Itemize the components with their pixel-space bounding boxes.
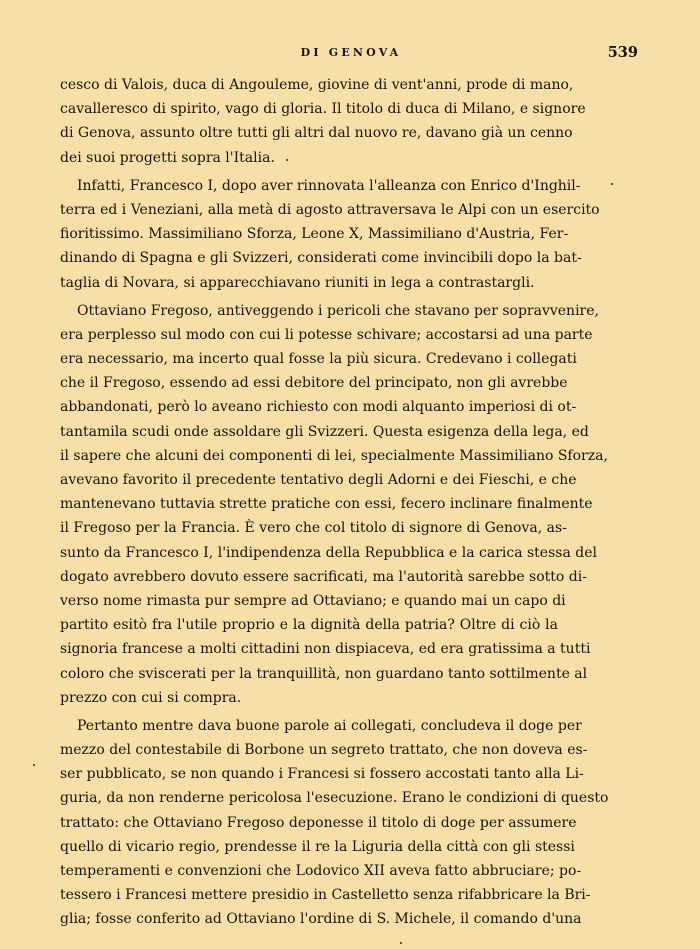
text-line: ser pubblicato, se non quando i Francesi si fossero accostati tanto alla Li- — [60, 766, 584, 783]
text-line: Pertanto mentre dava buone parole ai collegati, concludeva il doge per — [77, 717, 582, 734]
text-line: fioritissimo. Massimiliano Sforza, Leone X, Massimiliano d'Austria, Fer- — [60, 226, 569, 243]
text-line: quello di vicario regio, prendesse il re la Liguria della città con gli stessi — [60, 838, 575, 855]
paragraph — [60, 299, 608, 710]
print-speck — [33, 764, 35, 766]
text-line: abbandonati, però lo aveano richiesto con modi alquanto imperiosi di ot- — [60, 399, 577, 416]
text-line: prezzo con cui si compra. — [60, 689, 242, 706]
running-head — [60, 44, 642, 66]
text-line: che il Fregoso, essendo ad essi debitore del principato, non gli avrebbe — [60, 375, 568, 392]
text-line: il Fregoso per la Francia. È vero che col titolo di signore di Genova, as- — [60, 520, 567, 537]
text-line: sunto da Francesco I, l'indipendenza della Repubblica e la carica stessa del — [60, 544, 597, 561]
text-line: verso nome rimasta pur sempre ad Ottaviano; e quando mai un capo di — [60, 592, 566, 609]
text-line: Infatti, Francesco I, dopo aver rinnovata l'alleanza con Enrico d'Inghil- — [77, 177, 581, 194]
text-line: terra ed i Veneziani, alla metà di agosto attraversava le Alpi con un esercito — [60, 201, 600, 218]
paragraph — [60, 174, 600, 295]
text-line: guria, da non renderne pericolosa l'esecuzione. Erano le condizioni di questo — [60, 790, 609, 807]
text-line: tessero i Francesi mettere presidio in Castelletto senza rifabbricare la Bri- — [60, 887, 591, 904]
print-speck — [286, 159, 288, 161]
text-line: mantenevano tuttavia strette pratiche con essi, fecero inclinare finalmente — [60, 496, 593, 513]
text-line: signoria francese a molti cittadini non dispiaceva, ed era gratissima a tutti — [60, 641, 591, 658]
text-line: cesco di Valois, duca di Angouleme, giovine di vent'anni, prode di mano, — [60, 77, 574, 93]
body-text — [60, 73, 609, 932]
text-line: il sapere che alcuni dei componenti di lei, specialmente Massimiliano Sforza, — [60, 447, 608, 464]
text-line: Ottaviano Fregoso, antiveggendo i pericoli che stavano per sopravvenire, — [77, 302, 599, 319]
text-line: era necessario, ma incerto qual fosse la più sicura. Credevano i collegati — [60, 351, 577, 368]
paragraph — [60, 73, 586, 170]
text-line: dinando di Spagna e gli Svizzeri, considerati come invincibili dopo la bat- — [60, 250, 582, 267]
text-line: era perplesso sul modo con cui li potesse schivare; accostarsi ad una parte — [60, 326, 593, 343]
text-line: avevano favorito il precedente tentativo degli Adorni e dei Fieschi, e che — [60, 472, 577, 488]
print-speck — [611, 183, 613, 185]
text-line: temperamenti e convenzioni che Lodovico XII aveva fatto abbruciare; po- — [60, 863, 582, 879]
paragraph — [60, 714, 609, 932]
text-line: tantamila scudi onde assoldare gli Svizzeri. Questa esigenza della lega, ed — [60, 423, 589, 440]
text-line: glia; fosse conferito ad Ottaviano l'ordine di S. Michele, il comando d'una — [60, 911, 582, 928]
text-line: coloro che sviscerati per la tranquillità, non guardano tanto sottilmente al — [60, 665, 588, 682]
print-speck — [400, 942, 402, 944]
text-line: di Genova, assunto oltre tutti gli altri dal nuovo re, davano già un cenno — [60, 125, 573, 142]
text-line: dei suoi progetti sopra l'Italia. — [60, 149, 275, 166]
page-number: 539 — [607, 44, 638, 61]
text-line: dogato avrebbero dovuto essere sacrificati, ma l'autorità sarebbe sotto di- — [60, 568, 587, 585]
text-line: mezzo del contestabile di Borbone un segreto trattato, che non doveva es- — [60, 742, 588, 759]
text-line: taglia di Novara, si apparecchiavano riuniti in lega a contrastargli. — [60, 274, 535, 291]
text-line: trattato: che Ottaviano Fregoso deponesse il titolo di doge per assumere — [60, 814, 577, 831]
running-title: DI GENOVA — [300, 46, 402, 59]
text-line: cavalleresco di spirito, vago di gloria. Il titolo di duca di Milano, e signore — [60, 101, 586, 118]
text-line: partito esitò fra l'utile proprio e la dignità della patria? Oltre di ciò la — [60, 617, 558, 634]
